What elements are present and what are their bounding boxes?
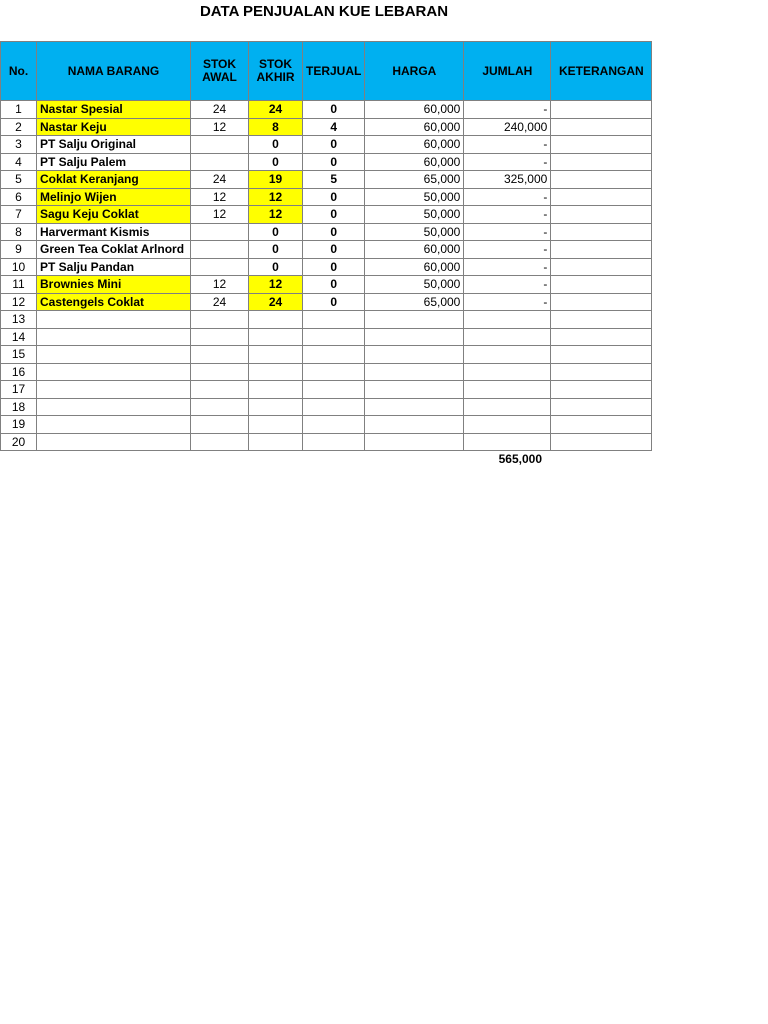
sheet-title: DATA PENJUALAN KUE LEBARAN xyxy=(199,3,449,20)
cell-no[interactable]: 1 xyxy=(1,101,37,119)
cell-keterangan[interactable] xyxy=(551,363,652,381)
cell-keterangan[interactable] xyxy=(551,293,652,311)
cell-no[interactable]: 20 xyxy=(1,433,37,451)
cell-terjual[interactable]: 0 xyxy=(303,223,365,241)
cell-jumlah[interactable]: - xyxy=(464,276,551,294)
cell-harga[interactable]: 60,000 xyxy=(365,241,464,259)
cell-nama-barang[interactable]: Coklat Keranjang xyxy=(37,171,191,189)
header-row xyxy=(1,42,652,101)
cell-stok-awal[interactable] xyxy=(191,381,249,399)
cell-no[interactable]: 19 xyxy=(1,416,37,434)
table-row xyxy=(1,223,652,241)
cell-stok-awal[interactable]: 24 xyxy=(191,101,249,119)
cell-stok-awal[interactable]: 24 xyxy=(191,293,249,311)
cell-harga[interactable] xyxy=(365,433,464,451)
cell-keterangan[interactable] xyxy=(551,153,652,171)
header-keterangan[interactable]: KETERANGAN xyxy=(551,42,652,101)
cell-nama-barang[interactable]: Brownies Mini xyxy=(37,276,191,294)
cell-nama-barang[interactable]: Melinjo Wijen xyxy=(37,188,191,206)
cell-keterangan[interactable] xyxy=(551,311,652,329)
table-row xyxy=(1,171,652,189)
table-row xyxy=(1,101,652,119)
cell-keterangan[interactable] xyxy=(551,118,652,136)
header-jumlah[interactable]: JUMLAH xyxy=(464,42,551,101)
cell-stok-akhir[interactable]: 12 xyxy=(249,276,303,294)
table-row xyxy=(1,311,652,329)
cell-stok-akhir[interactable] xyxy=(249,398,303,416)
cell-no[interactable]: 17 xyxy=(1,381,37,399)
cell-harga[interactable] xyxy=(365,328,464,346)
cell-stok-akhir[interactable]: 0 xyxy=(249,223,303,241)
cell-nama-barang[interactable] xyxy=(37,433,191,451)
cell-keterangan[interactable] xyxy=(551,381,652,399)
cell-stok-akhir[interactable] xyxy=(249,311,303,329)
cell-keterangan[interactable] xyxy=(551,433,652,451)
table-row xyxy=(1,381,652,399)
cell-stok-awal[interactable] xyxy=(191,136,249,154)
cell-stok-akhir[interactable] xyxy=(249,328,303,346)
table-row xyxy=(1,328,652,346)
cell-harga[interactable]: 50,000 xyxy=(365,206,464,224)
cell-nama-barang[interactable] xyxy=(37,328,191,346)
cell-no[interactable]: 18 xyxy=(1,398,37,416)
cell-terjual[interactable] xyxy=(303,328,365,346)
table-row xyxy=(1,398,652,416)
cell-no[interactable]: 14 xyxy=(1,328,37,346)
header-stok-akhir[interactable]: STOK AKHIR xyxy=(249,42,303,101)
cell-stok-awal[interactable] xyxy=(191,398,249,416)
cell-jumlah[interactable]: 240,000 xyxy=(464,118,551,136)
cell-keterangan[interactable] xyxy=(551,206,652,224)
table-row xyxy=(1,293,652,311)
table-row xyxy=(1,433,652,451)
cell-keterangan[interactable] xyxy=(551,136,652,154)
cell-stok-akhir[interactable]: 0 xyxy=(249,153,303,171)
cell-harga[interactable]: 50,000 xyxy=(365,276,464,294)
cell-terjual[interactable]: 0 xyxy=(303,258,365,276)
cell-terjual[interactable] xyxy=(303,416,365,434)
cell-no[interactable]: 15 xyxy=(1,346,37,364)
table-row xyxy=(1,416,652,434)
cell-jumlah[interactable]: - xyxy=(464,136,551,154)
cell-terjual[interactable] xyxy=(303,433,365,451)
cell-stok-awal[interactable] xyxy=(191,346,249,364)
header-terjual[interactable]: TERJUAL xyxy=(303,42,365,101)
table-row xyxy=(1,153,652,171)
cell-terjual[interactable]: 0 xyxy=(303,293,365,311)
cell-stok-awal[interactable]: 12 xyxy=(191,118,249,136)
cell-no[interactable]: 16 xyxy=(1,363,37,381)
cell-nama-barang[interactable] xyxy=(37,416,191,434)
table-row xyxy=(1,188,652,206)
cell-harga[interactable]: 60,000 xyxy=(365,153,464,171)
cell-stok-awal[interactable] xyxy=(191,363,249,381)
cell-jumlah[interactable] xyxy=(464,398,551,416)
header-harga[interactable]: HARGA xyxy=(365,42,464,101)
cell-nama-barang[interactable] xyxy=(37,398,191,416)
cell-stok-awal[interactable] xyxy=(191,433,249,451)
cell-terjual[interactable]: 0 xyxy=(303,206,365,224)
table-row xyxy=(1,206,652,224)
cell-terjual[interactable]: 0 xyxy=(303,241,365,259)
cell-jumlah[interactable]: - xyxy=(464,153,551,171)
cell-jumlah[interactable]: - xyxy=(464,188,551,206)
cell-nama-barang[interactable]: PT Salju Palem xyxy=(37,153,191,171)
cell-stok-awal[interactable] xyxy=(191,223,249,241)
table-row xyxy=(1,136,652,154)
cell-terjual[interactable] xyxy=(303,311,365,329)
cell-keterangan[interactable] xyxy=(551,171,652,189)
table-row xyxy=(1,258,652,276)
cell-no[interactable]: 7 xyxy=(1,206,37,224)
cell-no[interactable]: 12 xyxy=(1,293,37,311)
header-nama-barang[interactable]: NAMA BARANG xyxy=(37,42,191,101)
cell-nama-barang[interactable]: PT Salju Original xyxy=(37,136,191,154)
cell-terjual[interactable] xyxy=(303,346,365,364)
cell-keterangan[interactable] xyxy=(551,258,652,276)
cell-jumlah[interactable] xyxy=(464,416,551,434)
cell-stok-awal[interactable] xyxy=(191,311,249,329)
cell-no[interactable]: 8 xyxy=(1,223,37,241)
cell-jumlah[interactable] xyxy=(464,363,551,381)
cell-jumlah[interactable] xyxy=(464,346,551,364)
cell-harga[interactable]: 50,000 xyxy=(365,188,464,206)
cell-nama-barang[interactable]: Nastar Keju xyxy=(37,118,191,136)
table-row xyxy=(1,346,652,364)
cell-nama-barang[interactable]: Harvermant Kismis xyxy=(37,223,191,241)
cell-nama-barang[interactable]: Nastar Spesial xyxy=(37,101,191,119)
cell-jumlah[interactable]: 325,000 xyxy=(464,171,551,189)
cell-terjual[interactable]: 5 xyxy=(303,171,365,189)
cell-keterangan[interactable] xyxy=(551,346,652,364)
cell-stok-awal[interactable]: 24 xyxy=(191,171,249,189)
cell-terjual[interactable] xyxy=(303,398,365,416)
cell-stok-awal[interactable]: 12 xyxy=(191,276,249,294)
cell-stok-akhir[interactable] xyxy=(249,433,303,451)
cell-nama-barang[interactable]: PT Salju Pandan xyxy=(37,258,191,276)
cell-stok-awal[interactable] xyxy=(191,241,249,259)
cell-jumlah[interactable]: - xyxy=(464,206,551,224)
cell-terjual[interactable]: 0 xyxy=(303,136,365,154)
cell-nama-barang[interactable] xyxy=(37,363,191,381)
cell-no[interactable]: 4 xyxy=(1,153,37,171)
cell-keterangan[interactable] xyxy=(551,398,652,416)
cell-stok-akhir[interactable]: 12 xyxy=(249,188,303,206)
header-no[interactable]: No. xyxy=(1,42,37,101)
cell-stok-awal[interactable] xyxy=(191,416,249,434)
table-row xyxy=(1,276,652,294)
table-row xyxy=(1,363,652,381)
cell-harga[interactable] xyxy=(365,381,464,399)
cell-jumlah[interactable] xyxy=(464,433,551,451)
cell-keterangan[interactable] xyxy=(551,276,652,294)
cell-jumlah[interactable]: - xyxy=(464,101,551,119)
cell-stok-akhir[interactable]: 12 xyxy=(249,206,303,224)
cell-no[interactable]: 10 xyxy=(1,258,37,276)
cell-stok-awal[interactable] xyxy=(191,153,249,171)
header-stok-awal[interactable]: STOK AWAL xyxy=(191,42,249,101)
cell-no[interactable]: 2 xyxy=(1,118,37,136)
cell-nama-barang[interactable] xyxy=(37,346,191,364)
cell-jumlah[interactable]: - xyxy=(464,223,551,241)
cell-harga[interactable]: 60,000 xyxy=(365,136,464,154)
cell-stok-akhir[interactable]: 24 xyxy=(249,101,303,119)
cell-stok-awal[interactable]: 12 xyxy=(191,206,249,224)
cell-harga[interactable]: 50,000 xyxy=(365,223,464,241)
cell-harga[interactable] xyxy=(365,398,464,416)
cell-harga[interactable] xyxy=(365,346,464,364)
cell-harga[interactable]: 60,000 xyxy=(365,118,464,136)
cell-nama-barang[interactable]: Green Tea Coklat Arlnord xyxy=(37,241,191,259)
cell-no[interactable]: 9 xyxy=(1,241,37,259)
cell-nama-barang[interactable] xyxy=(37,311,191,329)
cell-stok-akhir[interactable]: 0 xyxy=(249,136,303,154)
cell-harga[interactable] xyxy=(365,363,464,381)
cell-stok-akhir[interactable] xyxy=(249,381,303,399)
cell-terjual[interactable]: 0 xyxy=(303,101,365,119)
cell-stok-akhir[interactable]: 8 xyxy=(249,118,303,136)
cell-nama-barang[interactable] xyxy=(37,381,191,399)
cell-no[interactable]: 6 xyxy=(1,188,37,206)
cell-jumlah[interactable] xyxy=(464,381,551,399)
cell-harga[interactable]: 60,000 xyxy=(365,258,464,276)
cell-nama-barang[interactable]: Castengels Coklat xyxy=(37,293,191,311)
cell-stok-awal[interactable]: 12 xyxy=(191,188,249,206)
cell-jumlah[interactable] xyxy=(464,328,551,346)
cell-harga[interactable] xyxy=(365,416,464,434)
grand-total[interactable]: 565,000 xyxy=(498,452,542,466)
cell-jumlah[interactable]: - xyxy=(464,258,551,276)
cell-stok-akhir[interactable] xyxy=(249,416,303,434)
cell-keterangan[interactable] xyxy=(551,328,652,346)
cell-harga[interactable]: 65,000 xyxy=(365,171,464,189)
cell-terjual[interactable]: 4 xyxy=(303,118,365,136)
cell-jumlah[interactable] xyxy=(464,311,551,329)
cell-no[interactable]: 13 xyxy=(1,311,37,329)
cell-no[interactable]: 5 xyxy=(1,171,37,189)
cell-harga[interactable]: 60,000 xyxy=(365,101,464,119)
sales-table xyxy=(0,41,652,451)
cell-stok-akhir[interactable]: 0 xyxy=(249,241,303,259)
cell-stok-akhir[interactable]: 24 xyxy=(249,293,303,311)
cell-stok-akhir[interactable]: 0 xyxy=(249,258,303,276)
cell-terjual[interactable] xyxy=(303,363,365,381)
cell-stok-awal[interactable] xyxy=(191,328,249,346)
cell-terjual[interactable] xyxy=(303,381,365,399)
cell-stok-awal[interactable] xyxy=(191,258,249,276)
cell-no[interactable]: 11 xyxy=(1,276,37,294)
cell-nama-barang[interactable]: Sagu Keju Coklat xyxy=(37,206,191,224)
cell-keterangan[interactable] xyxy=(551,188,652,206)
cell-jumlah[interactable]: - xyxy=(464,293,551,311)
cell-stok-akhir[interactable]: 19 xyxy=(249,171,303,189)
cell-jumlah[interactable]: - xyxy=(464,241,551,259)
table-row xyxy=(1,241,652,259)
cell-harga[interactable] xyxy=(365,311,464,329)
cell-terjual[interactable]: 0 xyxy=(303,188,365,206)
cell-keterangan[interactable] xyxy=(551,416,652,434)
cell-terjual[interactable]: 0 xyxy=(303,153,365,171)
cell-keterangan[interactable] xyxy=(551,241,652,259)
cell-harga[interactable]: 65,000 xyxy=(365,293,464,311)
cell-keterangan[interactable] xyxy=(551,223,652,241)
cell-terjual[interactable]: 0 xyxy=(303,276,365,294)
cell-no[interactable]: 3 xyxy=(1,136,37,154)
cell-keterangan[interactable] xyxy=(551,101,652,119)
cell-stok-akhir[interactable] xyxy=(249,363,303,381)
table-row xyxy=(1,118,652,136)
cell-stok-akhir[interactable] xyxy=(249,346,303,364)
